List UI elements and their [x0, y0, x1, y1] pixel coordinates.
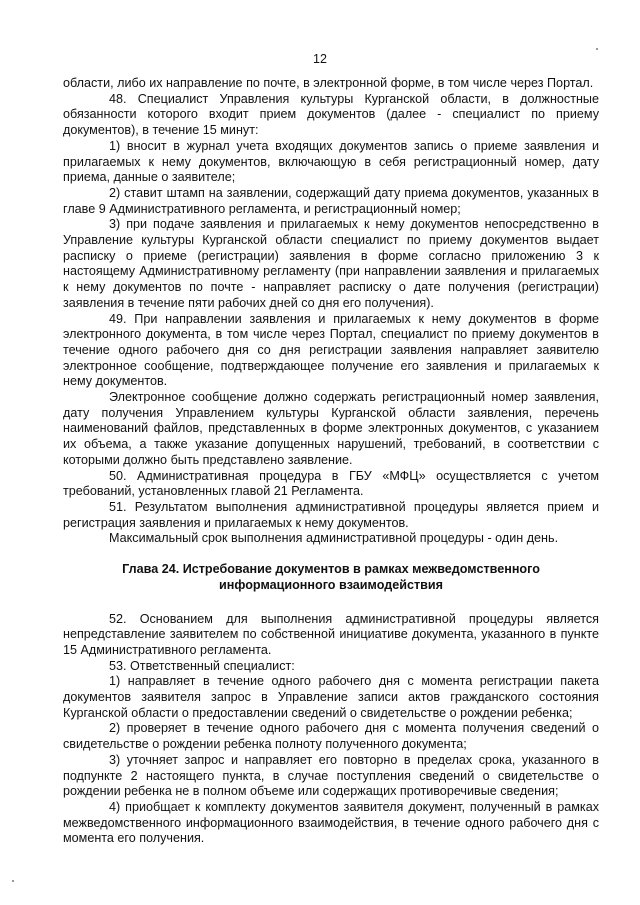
paragraph: области, либо их направление по почте, в электронной форме, в том числе через Портал. [63, 76, 594, 90]
paragraph: Электронное сообщение должно содержать регистрационный номер заявления, дату получения Управлением культуры Курганской области заявления, перечень наименований файлов, представленных в форме электронных документов, с указанием их объема, а также указание допущенных нарушений, требований, в соответствии с которыми должно быть представлено заявление. [63, 390, 599, 467]
page-number: 12 [313, 52, 327, 66]
paragraph: 2) проверяет в течение одного рабочего дня с момента получения сведений о свидетельстве о рождении ребенка полноту полученного документа; [63, 721, 599, 752]
chapter-heading [63, 562, 599, 593]
scan-speck [12, 880, 14, 882]
paragraph: 53. Ответственный специалист: [109, 658, 295, 673]
paragraph: 52. Основанием для выполнения административной процедуры является непредставление заявителем по собственной инициативе документа, указанного в пункте 15 Административного регламента. [63, 611, 599, 657]
section-after-heading [63, 612, 599, 848]
paragraph: 50. Административная процедура в ГБУ «МФЦ» осуществляется с учетом требований, установленных главой 21 Регламента. [63, 468, 599, 499]
paragraph: 1) направляет в течение одного рабочего дня с момента регистрации пакета документов заявителя запрос в Управление записи актов гражданского состояния Курганской области о предоставлении сведений о свидетельстве о рождении ребенка; [63, 674, 599, 720]
paragraph: 4) приобщает к комплекту документов заявителя документ, полученный в рамках межведомственного информационного взаимодействия, в течение одного рабочего дня с момента его получения. [63, 799, 599, 846]
section-before-heading [63, 76, 599, 547]
paragraph: 3) при подаче заявления и прилагаемых к нему документов непосредственно в Управление культуры Курганской области специалист по приему документов выдает расписку о приеме (регистрации) заявления в форме согласно приложению 3 к настоящему Административному регламенту (при направлении заявления и прилагаемых к нему документов по почте - направляет расписку о дате получения (регистрации) заявления в течение пяти рабочих дней со дня его получения). [63, 217, 599, 310]
paragraph: 3) уточняет запрос и направляет его повторно в пределах срока, указанного в подпункте 2 настоящего пункта, в случае поступления сведений о свидетельстве о рождении ребенка не в полном объеме или содержащих противоречивые сведения; [63, 752, 599, 799]
chapter-heading-line-1: Глава 24. Истребование документов в рамках межведомственного [122, 562, 540, 577]
document-body [63, 76, 599, 847]
paragraph: Максимальный срок выполнения административной процедуры - один день. [109, 531, 559, 546]
paragraph: 2) ставит штамп на заявлении, содержащий дату приема документов, указанных в главе 9 Административного регламента, и регистрационный номер; [63, 185, 599, 216]
scan-speck [596, 48, 598, 50]
chapter-heading-line-2: информационного взаимодействия [219, 577, 443, 592]
paragraph: 48. Специалист Управления культуры Курганской области, в должностные обязанности которого входит прием документов (далее - специалист по приему документов), в течение 15 минут: [63, 91, 599, 138]
paragraph: 1) вносит в журнал учета входящих документов запись о приеме заявления и прилагаемых к нему документов, включающую в себя регистрационный номер, дату приема, данные о заявителе; [63, 138, 599, 185]
paragraph: 49. При направлении заявления и прилагаемых к нему документов в форме электронного документа, в том числе через Портал, специалист по приему документов в течение одного рабочего дня со дня регистрации заявления направляет заявителю электронное сообщение, подтверждающее получение его заявления и прилагаемых к нему документов. [63, 311, 599, 389]
paragraph: 51. Результатом выполнения административной процедуры является прием и регистрация заявления и прилагаемых к нему документов. [63, 499, 599, 530]
